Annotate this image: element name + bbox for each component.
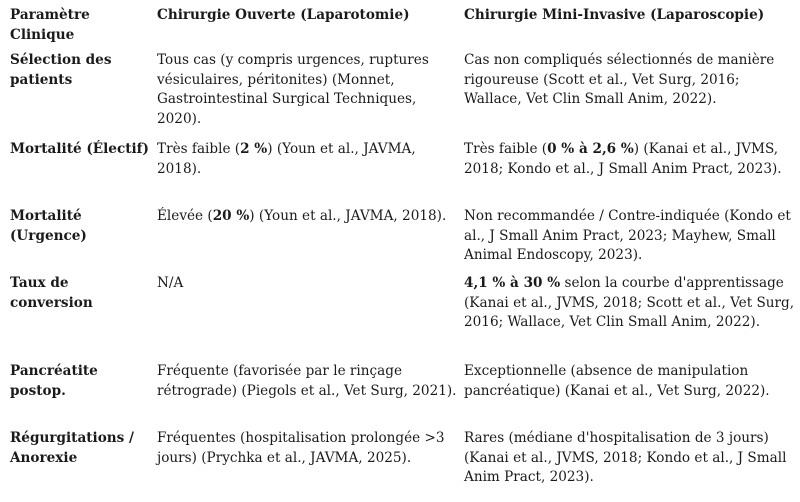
open-surgery-cell: Élevée (20 %) (Youn et al., JAVMA, 2018). bbox=[157, 208, 447, 224]
open-surgery-cell: Fréquente (favorisée par le rinçage rétrograde) (Piegols et al., Vet Surg, 2021). bbox=[157, 363, 457, 399]
mini-invasive-cell: Très faible (0 % à 2,6 %) (Kanai et al., JVMS, 2018; Kondo et al., J Small Anim Pract, 2023). bbox=[464, 141, 782, 177]
row-parameter: Mortalité (Électif) bbox=[10, 141, 149, 157]
row-parameter: Mortalité (Urgence) bbox=[10, 208, 87, 244]
mini-invasive-cell: Non recommandée / Contre-indiquée (Kondo et al., J Small Anim Pract, 2023; Mayhew, Small Animal Endoscopy, 2023). bbox=[464, 208, 791, 263]
open-surgery-cell: Fréquentes (hospitalisation prolongée >3 jours) (Prychka et al., JAVMA, 2025). bbox=[157, 430, 445, 466]
row-parameter: Taux de conversion bbox=[10, 275, 93, 311]
header-open-surgery: Chirurgie Ouverte (Laparotomie) bbox=[157, 7, 410, 23]
open-surgery-cell: Très faible (2 %) (Youn et al., JAVMA, 2018). bbox=[157, 141, 416, 177]
row-parameter: Sélection des patients bbox=[10, 52, 112, 88]
mini-invasive-cell: Cas non compliqués sélectionnés de manière rigoureuse (Scott et al., Vet Surg, 2016; Wallace, Vet Clin Small Anim, 2022). bbox=[464, 52, 775, 107]
open-surgery-cell: Tous cas (y compris urgences, ruptures vésiculaires, péritonites) (Monnet, Gastrointestinal Surgical Techniques, 2020). bbox=[157, 52, 429, 127]
header-parameter: Paramètre Clinique bbox=[10, 7, 90, 43]
mini-invasive-cell: Rares (médiane d'hospitalisation de 3 jours) (Kanai et al., JVMS, 2018; Kondo et al., J Small Anim Pract, 2023). bbox=[464, 430, 787, 485]
open-surgery-cell: N/A bbox=[157, 275, 184, 291]
header-mini-invasive: Chirurgie Mini-Invasive (Laparoscopie) bbox=[464, 7, 765, 23]
mini-invasive-cell: 4,1 % à 30 % selon la courbe d'apprentissage (Kanai et al., JVMS, 2018; Scott et al., Vet Surg, 2016; Wallace, Vet Clin Small Anim, 2022). bbox=[464, 275, 795, 330]
row-parameter: Pancréatite postop. bbox=[10, 363, 98, 399]
row-parameter: Régurgitations / Anorexie bbox=[10, 430, 134, 466]
mini-invasive-cell: Exceptionnelle (absence de manipulation pancréatique) (Kanai et al., Vet Surg, 2022). bbox=[464, 363, 770, 399]
